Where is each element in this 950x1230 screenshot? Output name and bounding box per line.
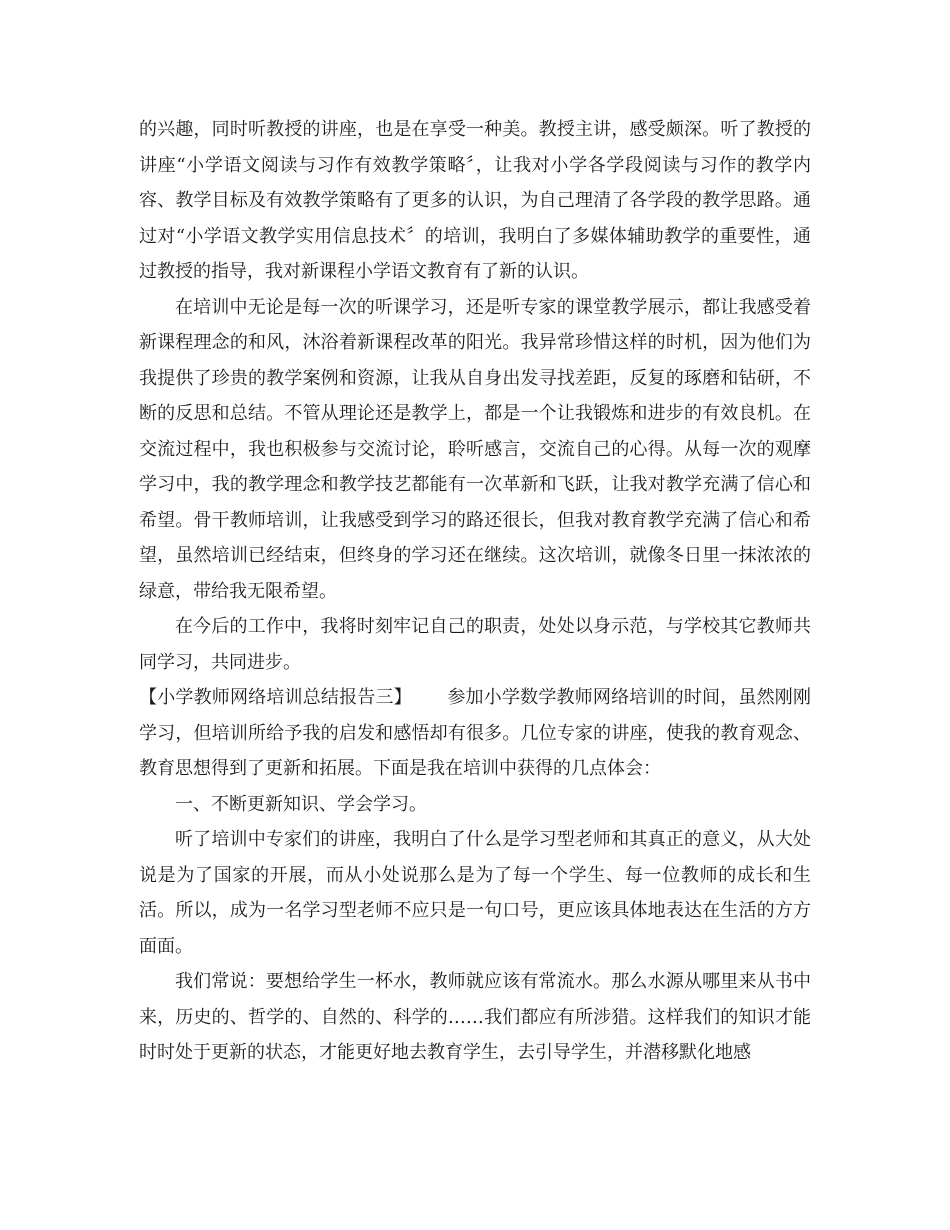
document-body [139, 112, 811, 1071]
paragraph-4-text: 参加小学数学教师网络培训的时间，虽然刚刚学习，但培训所给予我的启发和感悟却有很多。几位专家的讲座，使我的教育观念、教育思想得到了更新和拓展。下面是我在培训中获得的几点体会： [139, 687, 811, 779]
paragraph-7: 我们常说：要想给学生一杯水，教师就应该有常流水。那么水源从哪里来从书中来，历史的、哲学的、自然的、科学的……我们都应有所涉猎。这样我们的知识才能时时处于更新的状态，才能更好地去教育学生，去引导学生，并潜移默化地感 [139, 971, 811, 1063]
paragraph-2: 在培训中无论是每一次的听课学习，还是听专家的课堂教学展示，都让我感受着新课程理念的和风，沐浴着新课程改革的阳光。我异常珍惜这样的时机，因为他们为我提供了珍贵的教学案例和资源，让我从自身出发寻找差距，反复的琢磨和钻研，不断的反思和总结。不管从理论还是教学上，都是一个让我锻炼和进步的有效良机。在交流过程中，我也积极参与交流讨论，聆听感言，交流自己的心得。从每一次的观摩学习中，我的教学理念和教学技艺都能有一次革新和飞跃，让我对教学充满了信心和希望。骨干教师培训，让我感受到学习的路还很长，但我对教育教学充满了信心和希望，虽然培训已经结束，但终身的学习还在继续。这次培训，就像冬日里一抹浓浓的绿意，带给我无限希望。 [139, 296, 811, 602]
paragraph-4 [139, 680, 811, 787]
paragraph-6: 听了培训中专家们的讲座，我明白了什么是学习型老师和其真正的意义，从大处说是为了国家的开展，而从小处说那么是为了每一个学生、每一位教师的成长和生活。所以，成为一名学习型老师不应只是一句口号，更应该具体地表达在生活的方方面面。 [139, 829, 811, 957]
paragraph-3: 在今后的工作中，我将时刻牢记自己的职责，处处以身示范，与学校其它教师共同学习，共同进步。 [139, 616, 811, 673]
section-heading: 【小学教师网络培训总结报告三】 [139, 687, 412, 708]
paragraph-1: 的兴趣，同时听教授的讲座，也是在享受一种美。教授主讲，感受颇深。听了教授的讲座“小学语文阅读与习作有效教学策略〞，让我对小学各学段阅读与习作的教学内容、教学目标及有效教学策略有了更多的认识，为自己理清了各学段的教学思路。通过对“小学语文教学实用信息技术〞的培训，我明白了多媒体辅助教学的重要性，通过教授的指导，我对新课程小学语文教育有了新的认识。 [139, 119, 811, 282]
paragraph-5: 一、不断更新知识、学会学习。 [175, 793, 427, 815]
heading-gap [412, 687, 447, 708]
